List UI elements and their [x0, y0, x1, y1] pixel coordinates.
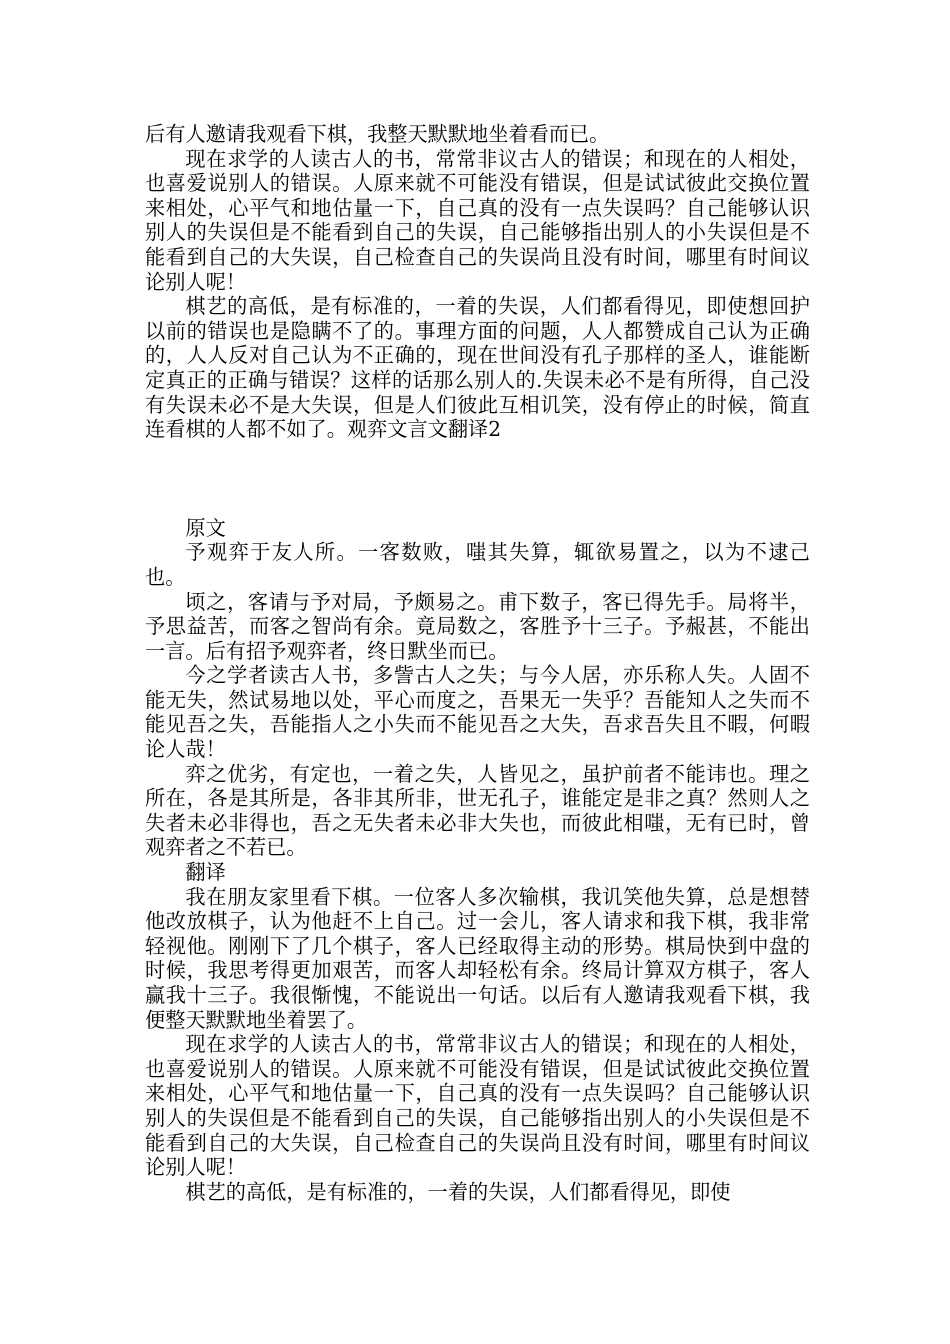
section-heading-original: 原文	[185, 515, 226, 540]
paragraph: 现在求学的人读古人的书，常常非议古人的错误；和现在的人相处，也喜爱说别人的错误。人原来就不可能没有错误，但是试试彼此交换位置来相处，心平气和地估量一下，自己真的没有一点失误吗？自己能够认识别人的失误但是不能看到自己的失误，自己能够指出别人的小失误但是不能看到自己的大失误，自己检查自己的失误尚且没有时间，哪里有时间议论别人呢！	[145, 1032, 810, 1180]
section-bottom	[145, 516, 810, 1205]
section-gap	[145, 442, 810, 516]
paragraph: 我在朋友家里看下棋。一位客人多次输棋，我讥笑他失算，总是想替他改放棋子，认为他赶不上自己。过一会儿，客人请求和我下棋，我非常轻视他。刚刚下了几个棋子，客人已经取得主动的形势。棋局快到中盘的时候，我思考得更加艰苦，而客人却轻松有余。终局计算双方棋子，客人赢我十三子。我很惭愧，不能说出一句话。以后有人邀请我观看下棋，我便整天默默地坐着罢了。	[145, 884, 810, 1032]
section-top	[145, 122, 810, 442]
paragraph: 棋艺的高低，是有标准的，一着的失误，人们都看得见，即使	[185, 1179, 731, 1204]
paragraph: 今之学者读古人书，多訾古人之失；与今人居，亦乐称人失。人固不能无失，然试易地以处，平心而度之，吾果无一失乎？吾能知人之失而不能见吾之失，吾能指人之小失而不能见吾之大失，吾求吾失且不暇，何暇论人哉！	[145, 663, 810, 762]
paragraph: 现在求学的人读古人的书，常常非议古人的错误；和现在的人相处，也喜爱说别人的错误。人原来就不可能没有错误，但是试试彼此交换位置来相处，心平气和地估量一下，自己真的没有一点失误吗？自己能够认识别人的失误但是不能看到自己的失误，自己能够指出别人的小失误但是不能看到自己的大失误，自己检查自己的失误尚且没有时间，哪里有时间议论别人呢！	[145, 146, 810, 294]
paragraph: 棋艺的高低，是有标准的，一着的失误，人们都看得见，即使想回护以前的错误也是隐瞒不了的。事理方面的问题，人人都赞成自己认为正确的，人人反对自己认为不正确的，现在世间没有孔子那样的圣人，谁能断定真正的正确与错误？这样的话那么别人的.失误未必不是有所得，自己没有失误未必不是大失误，但是人们彼此互相讥笑，没有停止的时候，简直连看棋的人都不如了。观弈文言文翻译2	[145, 294, 810, 442]
paragraph: 弈之优劣，有定也，一着之失，人皆见之，虽护前者不能讳也。理之所在，各是其所是，各非其所非，世无孔子，谁能定是非之真？然则人之失者未必非得也，吾之无失者未必非大失也，而彼此相嗤，无有已时，曾观弈者之不若已。	[145, 761, 810, 860]
section-heading-translation: 翻译	[185, 860, 226, 885]
document-page	[145, 122, 810, 1204]
paragraph: 顷之，客请与予对局，予颇易之。甫下数子，客已得先手。局将半，予思益苦，而客之智尚有余。竟局数之，客胜予十三子。予赧甚，不能出一言。后有招予观弈者，终日默坐而已。	[145, 589, 810, 663]
paragraph: 予观弈于友人所。一客数败，嗤其失算，辄欲易置之，以为不逮己也。	[145, 540, 810, 589]
paragraph: 后有人邀请我观看下棋，我整天默默地坐着看而已。	[145, 122, 610, 146]
